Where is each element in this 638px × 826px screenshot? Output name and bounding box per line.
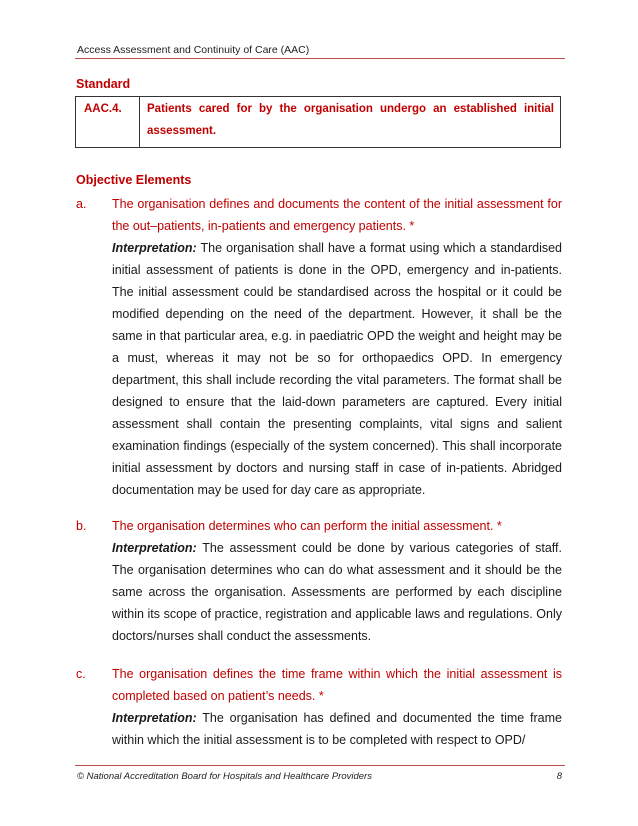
objective-text: The organisation defines and documents the content of the initial assessment for the out–patients, in-patients and emergency patients. * — [112, 197, 562, 233]
running-header: Access Assessment and Continuity of Care (AAC) — [77, 44, 310, 56]
interpretation-text: The organisation has defined and documented the time frame within which the initial assessment is to be completed with respect to OPD/ — [112, 711, 562, 747]
objective-text: The organisation determines who can perform the initial assessment. * — [112, 519, 502, 533]
interpretation-paragraph — [112, 237, 562, 501]
footer-copyright: © National Accreditation Board for Hospitals and Healthcare Providers — [77, 771, 372, 782]
standard-heading: Standard — [76, 77, 131, 91]
footer-divider — [75, 765, 565, 766]
objective-text: The organisation defines the time frame within which the initial assessment is completed based on patient’s needs. * — [112, 667, 562, 703]
header-divider — [75, 58, 565, 59]
standard-code: AAC.4. — [76, 97, 140, 147]
objective-element-c — [76, 663, 562, 751]
objective-element-b — [76, 515, 562, 647]
interpretation-label: Interpretation: — [112, 241, 197, 255]
interpretation-text: The organisation shall have a format using which a standardised initial assessment of patients is done in the OPD, emergency and in-patients. The initial assessment could be standardised across the hospital or it could be modified depending on the need of the department. However, it shall be the same in that particular area, e.g. in paediatric OPD the weight and height may be a must, whereas it may not be so for orthopaedics OPD. In emergency department, this shall include recording the vital parameters. The format shall be designed to ensure that the laid-down parameters are captured. Every initial assessment shall contain the presenting complaints, vital signs and salient examination findings (especially of the system concerned). This shall incorporate initial assessment by doctors and nursing staff in case of in-patients. Abridged documentation may be used for day care as appropriate. — [112, 241, 562, 497]
interpretation-paragraph — [112, 537, 562, 647]
standard-table — [75, 96, 561, 148]
page-number: 8 — [556, 771, 562, 782]
interpretation-label: Interpretation: — [112, 541, 197, 555]
standard-text: Patients cared for by the organisation undergo an established initial assessment. — [147, 103, 554, 137]
objective-elements-heading: Objective Elements — [76, 173, 192, 187]
interpretation-label: Interpretation: — [112, 711, 197, 725]
item-marker: c. — [76, 667, 86, 681]
objective-element-a — [76, 193, 562, 501]
item-marker: b. — [76, 519, 87, 533]
interpretation-text: The assessment could be done by various categories of staff. The organisation determines who can do what assessment and it should be the same across the organisation. Assessments are performed by each discipline within its scope of practice, registration and applicable laws and regulations. Only doctors/nurses shall conduct the assessments. — [112, 541, 563, 643]
interpretation-paragraph — [112, 707, 562, 751]
item-marker: a. — [76, 197, 87, 211]
